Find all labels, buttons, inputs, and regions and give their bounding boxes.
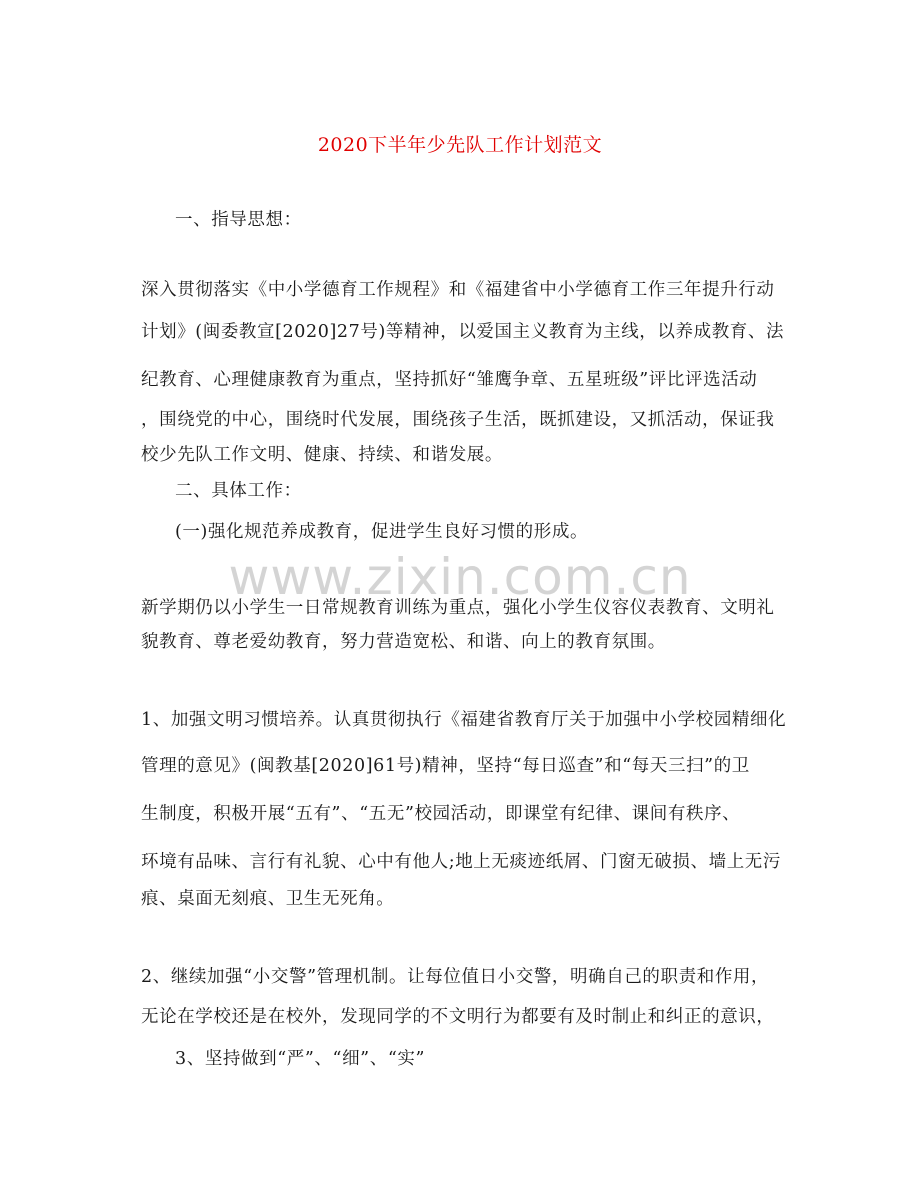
paragraph-line: 环境有品味、言行有礼貌、心中有他人;地上无痰迹纸屑、门窗无破损、墙上无污 [141, 852, 781, 872]
paragraph-line: 计划》(闽委教宣[2020]27号)等精神，以爱国主义教育为主线，以养成教育、法 [141, 322, 785, 342]
paragraph-line: 纪教育、心理健康教育为重点，坚持抓好“雏鹰争章、五星班级”评比评选活动 [141, 370, 758, 390]
paragraph-line: ，围绕党的中心，围绕时代发展，围绕孩子生活，既抓建设，又抓活动，保证我 [141, 410, 775, 430]
paragraph-line: 深入贯彻落实《中小学德育工作规程》和《福建省中小学德育工作三年提升行动 [141, 280, 775, 300]
watermark: www.zixin.com.cn [228, 548, 692, 606]
paragraph-line: 管理的意见》(闽教基[2020]61号)精神，坚持“每日巡查”和“每天三扫”的卫 [141, 756, 750, 776]
paragraph-line: 貌教育、尊老爱幼教育，努力营造宽松、和谐、向上的教育氛围。 [141, 632, 666, 652]
paragraph-line: 无论在学校还是在校外，发现同学的不文明行为都要有及时制止和纠正的意识， [141, 1007, 775, 1027]
section-heading-specific-work: 二、具体工作： [175, 481, 302, 501]
paragraph-line: 痕、桌面无刻痕、卫生无死角。 [141, 889, 395, 909]
paragraph-line: 生制度，积极开展“五有”、“五无”校园活动，即课堂有纪律、课间有秩序、 [141, 804, 741, 824]
paragraph-line: 新学期仍以小学生一日常规教育训练为重点，强化小学生仪容仪表教育、文明礼 [141, 598, 775, 618]
paragraph-line: 校少先队工作文明、健康、持续、和谐发展。 [141, 445, 503, 465]
paragraph-line: 2、继续加强“小交警”管理机制。让每位值日小交警，明确自己的职责和作用， [141, 967, 770, 987]
paragraph-line: 3、坚持做到“严”、“细”、“实” [175, 1049, 426, 1069]
section-heading-guiding-thought: 一、指导思想： [175, 210, 302, 230]
document-title: 2020下半年少先队工作计划范文 [317, 134, 603, 156]
subsection-heading: (一)强化规范养成教育，促进学生良好习惯的形成。 [175, 522, 589, 542]
paragraph-line: 1、加强文明习惯培养。认真贯彻执行《福建省教育厅关于加强中小学校园精细化 [141, 710, 787, 730]
